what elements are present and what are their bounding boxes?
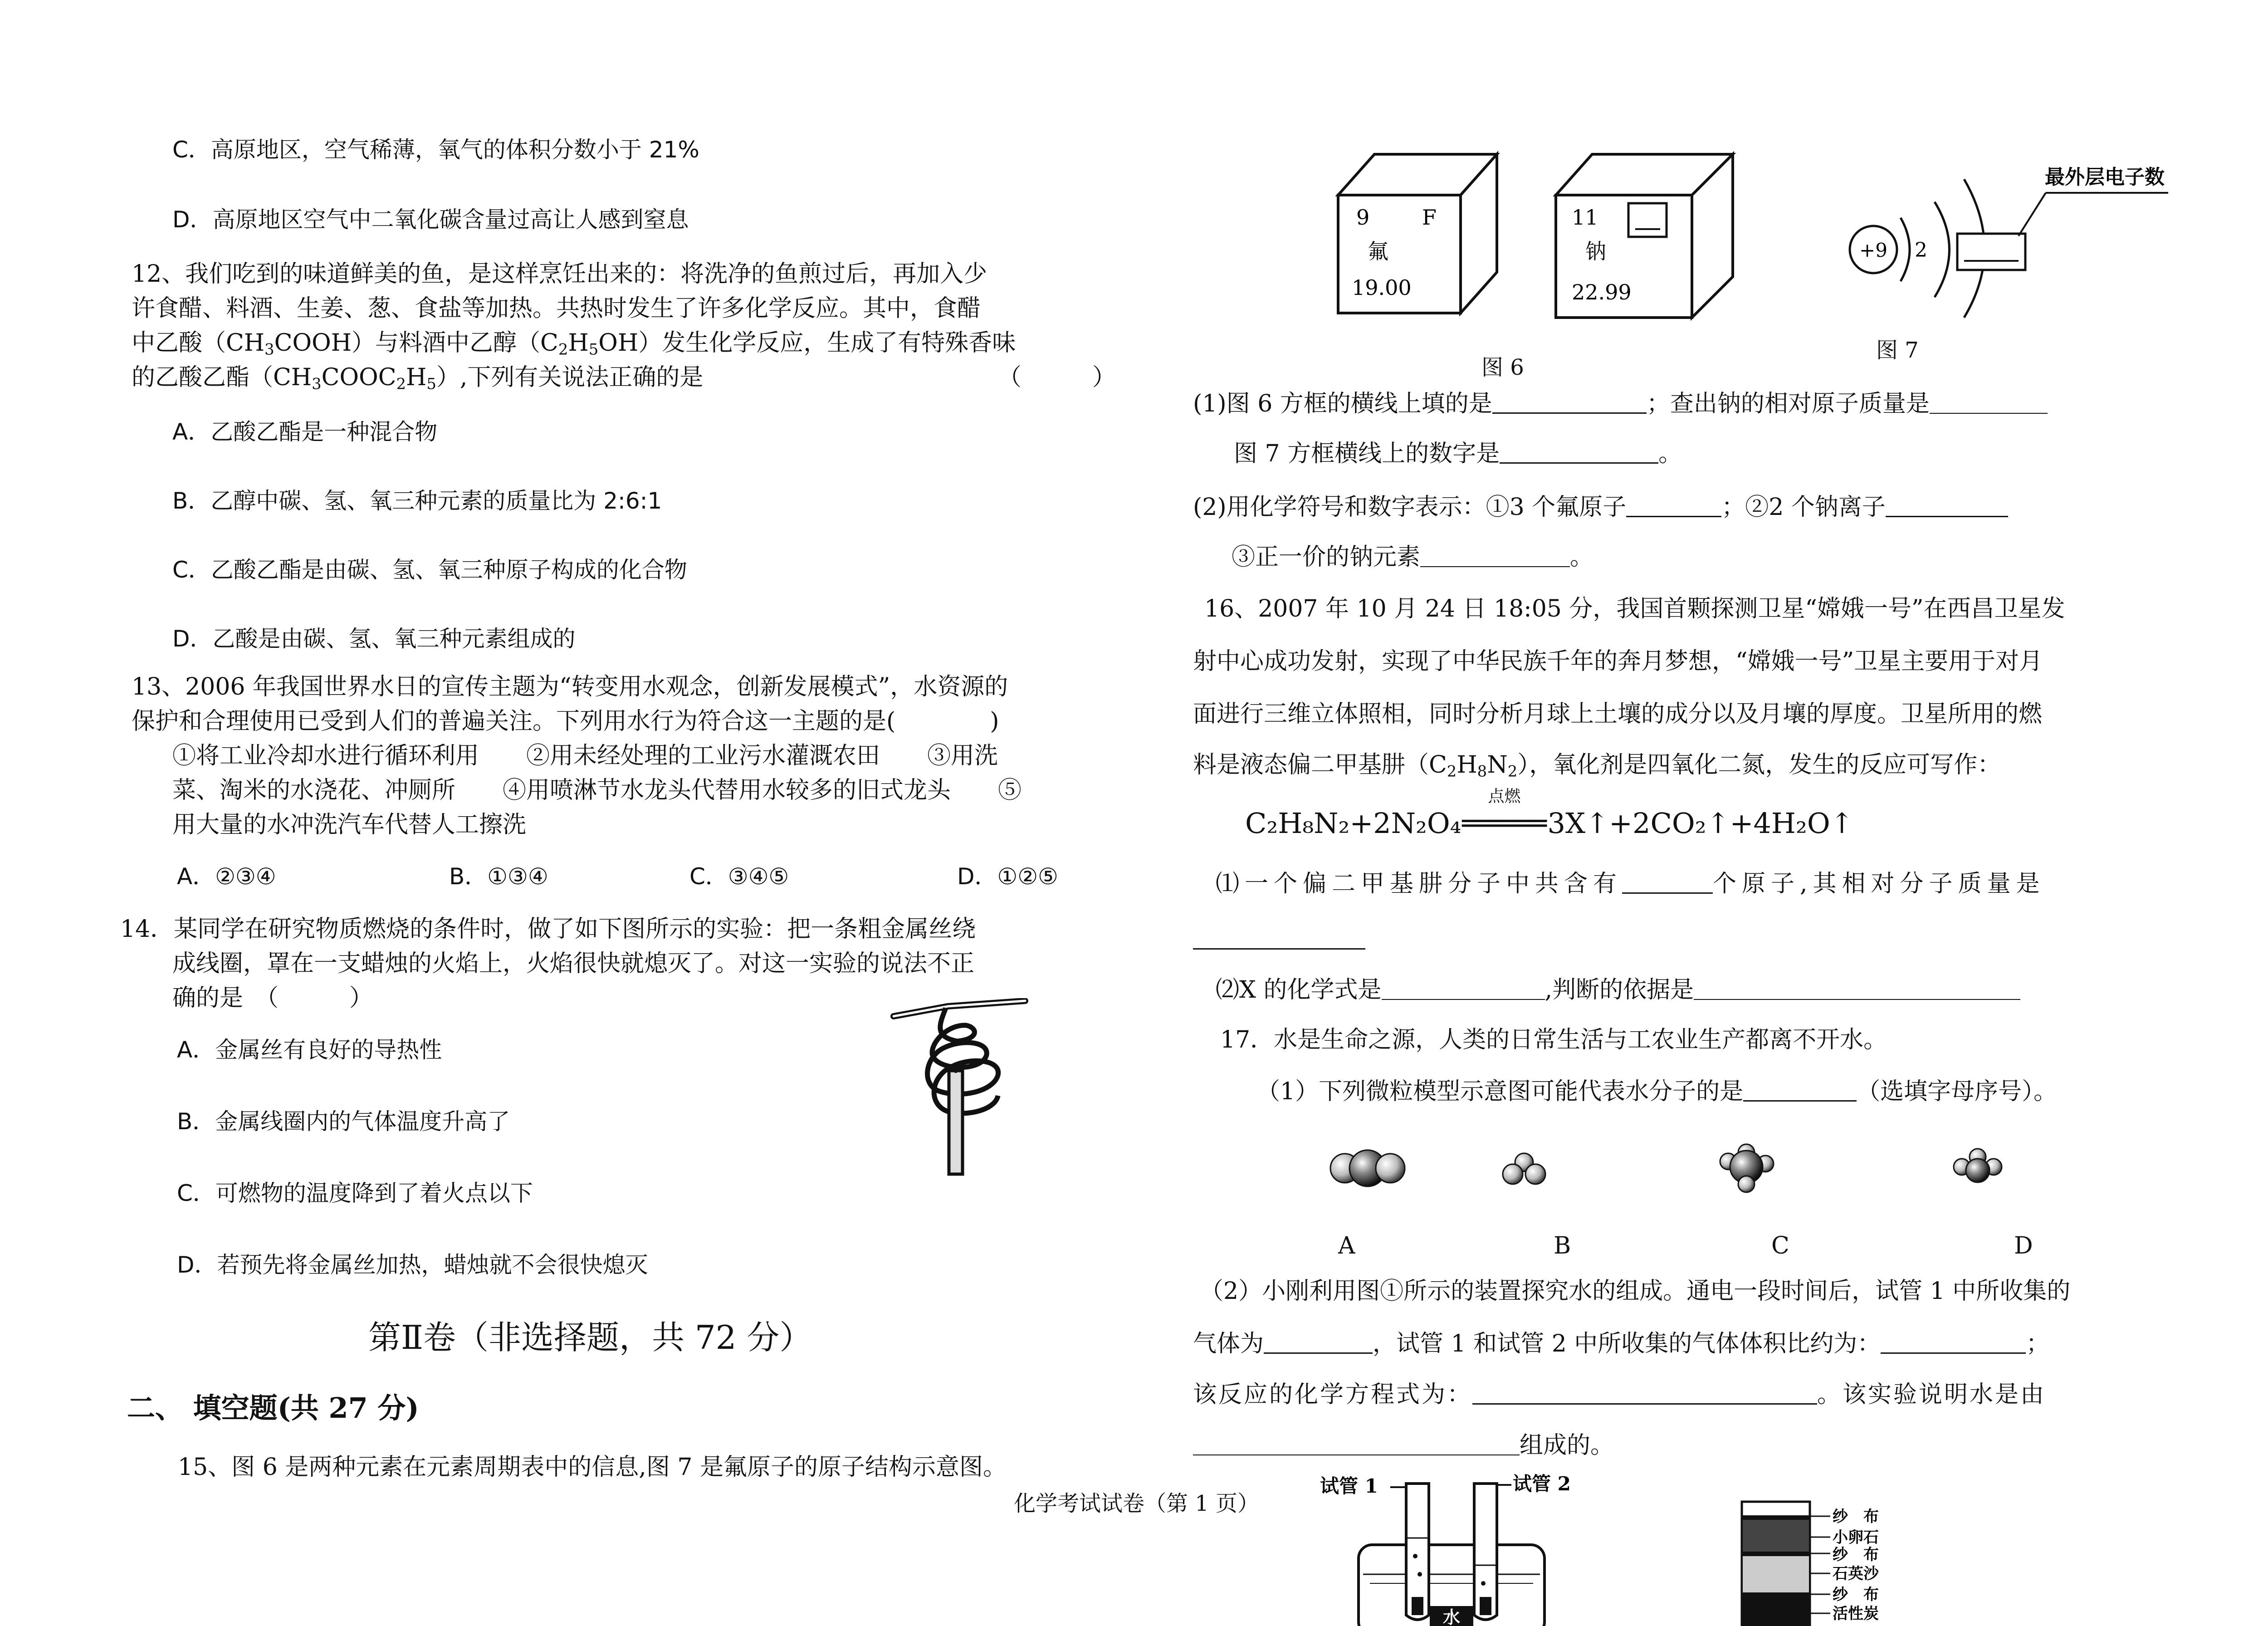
q12-option-c: C．乙酸乙酯是由碳、氢、氧三种原子构成的化合物 <box>172 557 687 583</box>
q17-part-2-line-2: 气体为 ，试管 1 和试管 2 中所收集的气体体积比约为： ； <box>1193 1330 2050 1357</box>
q14-line-3: 确的是 （ ） <box>172 984 373 1012</box>
filter-layer-labels <box>1810 1508 1879 1623</box>
coil-candle-illustration <box>889 998 1034 1180</box>
fluorine-cube <box>1338 154 1497 313</box>
q12-line-4: 的乙酸乙酯$(CH_3COOC_2H_5)$,下列有关说法正确的是 <box>132 364 704 393</box>
q11-option-d: D．高原地区空气中二氧化碳含量过高让人感到窒息 <box>172 206 689 233</box>
model-label-a: A <box>1338 1232 1355 1259</box>
equation-condition: 点燃 <box>1488 787 1521 806</box>
water-filter-illustration <box>1733 1497 1914 1626</box>
q16-blank-molecular-mass[interactable] <box>1193 948 1365 950</box>
model-label-b: B <box>1554 1232 1571 1259</box>
q14-line-1: 14．某同学在研究物质燃烧的条件时，做了如下图所示的实验：把一条粗金属丝绕 <box>120 916 976 943</box>
q16-line-4: 料是液态偏二甲基肼$(C_2H_8N_2)$，氧化剂是四氧化二氮，发生的反应可写作： <box>1193 751 2001 780</box>
water-label: 水 <box>1442 1607 1461 1626</box>
q14-option-a: A．金属丝有良好的导热性 <box>177 1037 442 1063</box>
q17-intro: 17．水是生命之源，人类的日常生活与工农业生产都离不开水。 <box>1220 1026 1887 1053</box>
molecule-model-c <box>1720 1144 1774 1192</box>
filter-layer-3: 纱 布 <box>1833 1546 1879 1564</box>
model-label-c: C <box>1771 1232 1789 1259</box>
q15-blank-sodium-ions[interactable] <box>1886 495 2008 517</box>
q12-line-1: 12、我们吃到的味道鲜美的鱼，是这样烹饪出来的：将洗净的鱼煎过后，再加入少 <box>132 260 987 288</box>
q15-blank-fig6[interactable] <box>1492 391 1647 414</box>
q16-blank-atom-count[interactable] <box>1622 871 1713 894</box>
fluorine-name: 氟 <box>1368 239 1388 264</box>
q16-sub-2: ⑵X 的化学式是 ,判断的依据是 <box>1216 973 2020 1007</box>
q13-line-3: ①将工业冷却水进行循环利用 ②用未经处理的工业污水灌溉农田 ③用洗 <box>172 742 998 769</box>
figure-6-periodic-cells <box>1334 145 1742 336</box>
page-footer: 化学考试试卷（第 1 页） <box>1014 1491 1260 1516</box>
q15-part-2-line-1: (2)用化学符号和数字表示：①3 个氟原子 ；②2 个钠离子 <box>1193 490 2008 524</box>
q17-blank-composition[interactable] <box>1193 1433 1520 1455</box>
equation-arrow: 点燃 ═════ <box>1462 787 1547 840</box>
outer-electron-label: 最外层电子数 <box>2045 166 2165 189</box>
q14-option-d: D．若预先将金属丝加热，蜡烛就不会很快熄灭 <box>177 1252 648 1278</box>
figure-6-caption: 图 6 <box>1481 355 1524 380</box>
q16-line-3: 面进行三维立体照相，同时分析月球上土壤的成分以及月壤的厚度。卫星所用的燃 <box>1193 700 2043 728</box>
tube-1-label: 试管 1 <box>1320 1475 1378 1497</box>
filter-layer-1: 纱 布 <box>1833 1508 1879 1526</box>
sodium-mass: 22.99 <box>1572 280 1632 304</box>
equation-products: 3X↑+2CO₂↑+4H₂O↑ <box>1547 807 1854 840</box>
filter-layer-4: 石英沙 <box>1833 1565 1879 1583</box>
filter-layer-6: 活性炭 <box>1833 1605 1879 1623</box>
q15-part-1-line-2: 图 7 方框横线上的数字是 。 <box>1234 440 1682 467</box>
nucleus-charge: +9 <box>1859 239 1887 261</box>
outer-electron-blank-box <box>1957 234 2025 270</box>
q13-line-2: 保护和合理使用已受到人们的普遍关注。下列用水行为符合这一主题的是( ) <box>132 708 999 735</box>
molecule-model-b <box>1503 1153 1545 1184</box>
q13-line-5: 用大量的水冲洗汽车代替人工擦洗 <box>172 811 527 838</box>
q15-blank-sodium-mass[interactable] <box>1930 392 2048 414</box>
q15-part-1-line-1: (1)图 6 方框的横线上填的是 ；查出钠的相对原子质量是 <box>1193 387 2048 421</box>
q13-line-4: 菜、淘米的水浇花、冲厕所 ④用喷淋节水龙头代替用水较多的旧式龙头 ⑤ <box>172 777 1022 804</box>
q14-option-c: C．可燃物的温度降到了着火点以下 <box>177 1180 533 1206</box>
section-fill-in-heading: 二、 填空题(共 27 分) <box>127 1391 419 1425</box>
electrolysis-apparatus <box>1306 1465 1597 1626</box>
sodium-atomic-number: 11 <box>1572 205 1598 230</box>
q16-line-1: 16、2007 年 10 月 24 日 18:05 分，我国首颗探测卫星“嫦娥一号”在西昌卫星发 <box>1204 595 2065 622</box>
q15-blank-sodium-element[interactable] <box>1420 545 1570 567</box>
fluorine-mass: 19.00 <box>1352 275 1412 300</box>
shell-1-electrons: 2 <box>1915 239 1927 262</box>
q17-blank-equation[interactable] <box>1472 1382 1817 1405</box>
q16-blank-x-formula[interactable] <box>1382 978 1545 1000</box>
q15-blank-fluorine-atoms[interactable] <box>1626 495 1721 517</box>
q17-blank-volume-ratio[interactable] <box>1881 1331 2026 1354</box>
q17-part-2-line-1: （2）小刚利用图①所示的装置探究水的组成。通电一段时间后，试管 1 中所收集的 <box>1200 1278 2071 1305</box>
model-label-d: D <box>2014 1232 2033 1259</box>
q14-option-b: B．金属线圈内的气体温度升高了 <box>177 1108 510 1135</box>
q17-part-1: （1）下列微粒模型示意图可能代表水分子的是 （选填字母序号）。 <box>1256 1078 2058 1105</box>
q13-option-a: A．②③④ <box>177 863 276 890</box>
fluorine-atomic-number: 9 <box>1356 205 1370 230</box>
molecule-model-a <box>1330 1150 1405 1186</box>
reaction-equation <box>1245 787 1854 844</box>
sodium-cube <box>1556 154 1733 318</box>
q15-part-2-line-2: ③正一价的钠元素 。 <box>1232 544 1594 571</box>
q12-option-d: D．乙酸是由碳、氢、氧三种元素组成的 <box>172 626 576 652</box>
q13-option-b: B．①③④ <box>449 863 548 890</box>
q12-line-2: 许食醋、料酒、生姜、葱、食盐等加热。共热时发生了许多化学反应。其中，食醋 <box>132 295 981 322</box>
q17-part-2-line-4: 组成的。 <box>1193 1428 1614 1463</box>
molecule-model-d <box>1954 1149 2002 1182</box>
q12-option-b: B．乙醇中碳、氢、氧三种元素的质量比为 2:6:1 <box>172 488 662 514</box>
section-2-title: 第Ⅱ卷（非选择题，共 72 分） <box>368 1318 812 1357</box>
q15-blank-fig7[interactable] <box>1500 441 1658 464</box>
molecule-models <box>1325 1134 2068 1225</box>
tube-2-label: 试管 2 <box>1513 1473 1571 1495</box>
figure-7-caption: 图 7 <box>1876 338 1919 363</box>
q16-line-2: 射中心成功发射，实现了中华民族千年的奔月梦想，“嫦娥一号”卫星主要用于对月 <box>1193 648 2043 675</box>
sodium-name: 钠 <box>1585 239 1606 264</box>
q13-option-c: C．③④⑤ <box>689 863 789 890</box>
q17-blank-water-model[interactable] <box>1743 1079 1857 1102</box>
sodium-symbol-blank-box <box>1628 203 1667 237</box>
q12-line-3: 中乙酸$(CH_3COOH)$与料酒中乙醇$(C_2H_5OH)$发生化学反应，生成了有特殊香味 <box>132 329 1016 358</box>
figure-7-atom-structure <box>1842 150 2186 322</box>
q16-blank-basis[interactable] <box>1694 978 2020 1000</box>
q15-intro: 15、图 6 是两种元素在元素周期表中的信息,图 7 是氟原子的原子结构示意图。 <box>178 1454 1007 1481</box>
q12-answer-paren: （ ） <box>998 364 1116 391</box>
q14-line-2: 成线圈，罩在一支蜡烛的火焰上，火焰很快就熄灭了。对这一实验的说法不正 <box>172 950 975 977</box>
q11-option-c: C．高原地区，空气稀薄，氧气的体积分数小于 21% <box>172 137 699 163</box>
q12-option-a: A．乙酸乙酯是一种混合物 <box>172 419 438 445</box>
q17-blank-gas[interactable] <box>1264 1331 1373 1354</box>
fluorine-symbol: F <box>1422 205 1437 230</box>
q16-sub-1: ⑴一个偏二甲基肼分子中共含有 个原子,其相对分子质量是 <box>1216 870 2045 897</box>
filter-layer-5: 纱 布 <box>1833 1586 1879 1604</box>
q17-part-2-line-3: 该反应的化学方程式为： 。该实验说明水是由 <box>1193 1381 2046 1408</box>
filter-layer-2: 小卵石 <box>1833 1528 1879 1547</box>
q13-line-1: 13、2006 年我国世界水日的宣传主题为“转变用水观念，创新发展模式”，水资源的 <box>132 673 1008 700</box>
q13-option-d: D．①②⑤ <box>957 863 1058 890</box>
equation-reactants: C₂H₈N₂+2N₂O₄ <box>1245 807 1461 840</box>
